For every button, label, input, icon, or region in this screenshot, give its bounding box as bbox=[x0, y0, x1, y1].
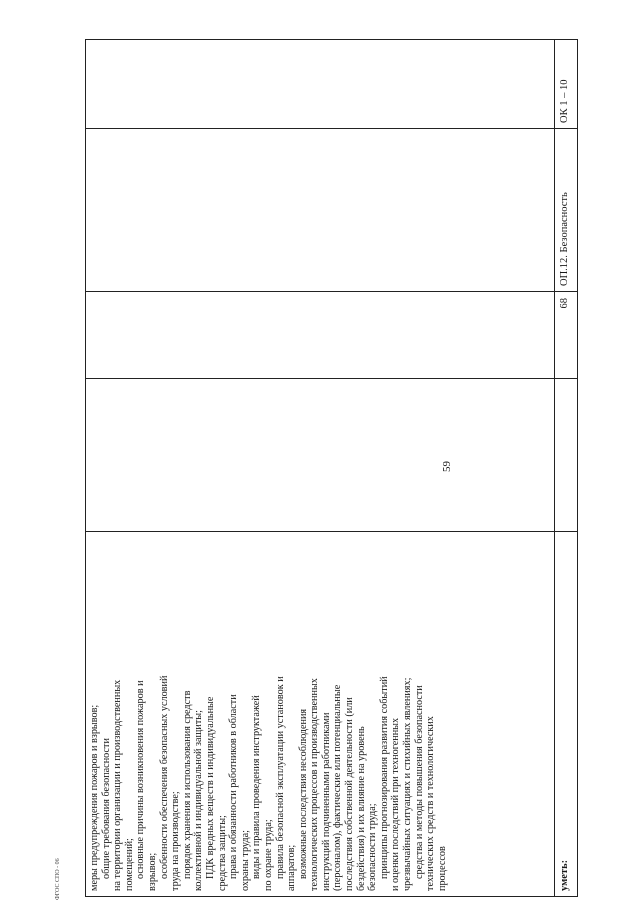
content-line: ПДК вредных веществ и индивидуальные bbox=[204, 696, 216, 879]
content-line: средства и методы повышения безопасности bbox=[413, 685, 425, 879]
empty-cell bbox=[86, 379, 555, 532]
competencies-cell bbox=[555, 39, 577, 129]
document-code: ФГОС СПО - 06 bbox=[55, 858, 61, 900]
page-number: 59 bbox=[441, 461, 453, 472]
curriculum-table bbox=[85, 39, 577, 897]
content-list bbox=[89, 536, 448, 891]
content-line: взрывов; bbox=[146, 852, 158, 891]
label-cell bbox=[555, 532, 577, 897]
content-line: порядок хранения и использования средств bbox=[181, 690, 193, 879]
content-line: последствия собственной деятельности (или bbox=[344, 697, 356, 891]
discipline-cell bbox=[555, 129, 577, 292]
content-line: принципы прогнозирования развития событий bbox=[378, 676, 390, 879]
competencies-code: ОК 1 – 10 bbox=[559, 79, 570, 123]
content-line: общие требования безопасности bbox=[100, 738, 112, 879]
content-line: инструкций подчиненными работниками bbox=[320, 712, 332, 891]
content-line: по охране труда; bbox=[262, 819, 274, 891]
content-line: труда на производстве; bbox=[170, 791, 182, 891]
content-line: права и обязанности работников в области bbox=[228, 694, 240, 879]
content-line: и оценки последствий при техногенных bbox=[390, 717, 402, 891]
discipline-name: ОП.12. Безопасность bbox=[559, 192, 570, 286]
empty-cell bbox=[86, 292, 555, 379]
hours-cell bbox=[555, 292, 577, 379]
content-line: средства защиты; bbox=[216, 815, 228, 891]
content-line: аппаратов; bbox=[286, 844, 298, 891]
content-line: помещений; bbox=[123, 838, 135, 891]
content-line: на территории организации и производственных bbox=[112, 679, 124, 891]
skills-label: уметь: bbox=[559, 859, 570, 891]
content-line: возможные последствия несоблюдения bbox=[297, 708, 309, 879]
hours-value: 68 bbox=[559, 298, 570, 309]
content-line: правила безопасной эксплуатации установок и bbox=[274, 676, 286, 879]
content-line: коллективной и индивидуальной защиты; bbox=[193, 710, 205, 891]
empty-cell bbox=[555, 379, 577, 532]
content-line: основные причины возникновения пожаров и bbox=[135, 680, 147, 879]
content-line: бездействия) и их влияние на уровень bbox=[355, 726, 367, 891]
empty-cell bbox=[86, 129, 555, 292]
content-line: безопасности труда; bbox=[367, 803, 379, 891]
content-line: (персоналом), фактические или потенциальные bbox=[332, 684, 344, 891]
content-line: технологических процессов и производственных bbox=[309, 678, 321, 891]
content-line: технических средств и технологических bbox=[425, 716, 437, 891]
content-line: виды и правила проведения инструктажей bbox=[251, 695, 263, 879]
content-line: охраны труда; bbox=[239, 830, 251, 891]
content-line: процессов bbox=[436, 846, 448, 891]
content-line: чрезвычайных ситуациях и стихийных явлениях; bbox=[402, 677, 414, 891]
content-cell bbox=[86, 532, 555, 897]
content-line: меры предупреждения пожаров и взрывов; bbox=[89, 704, 100, 891]
content-line: особенности обеспечения безопасных условий bbox=[158, 675, 170, 879]
table-row-content bbox=[85, 39, 555, 897]
empty-cell bbox=[86, 39, 555, 129]
table-row-footer bbox=[554, 39, 578, 897]
